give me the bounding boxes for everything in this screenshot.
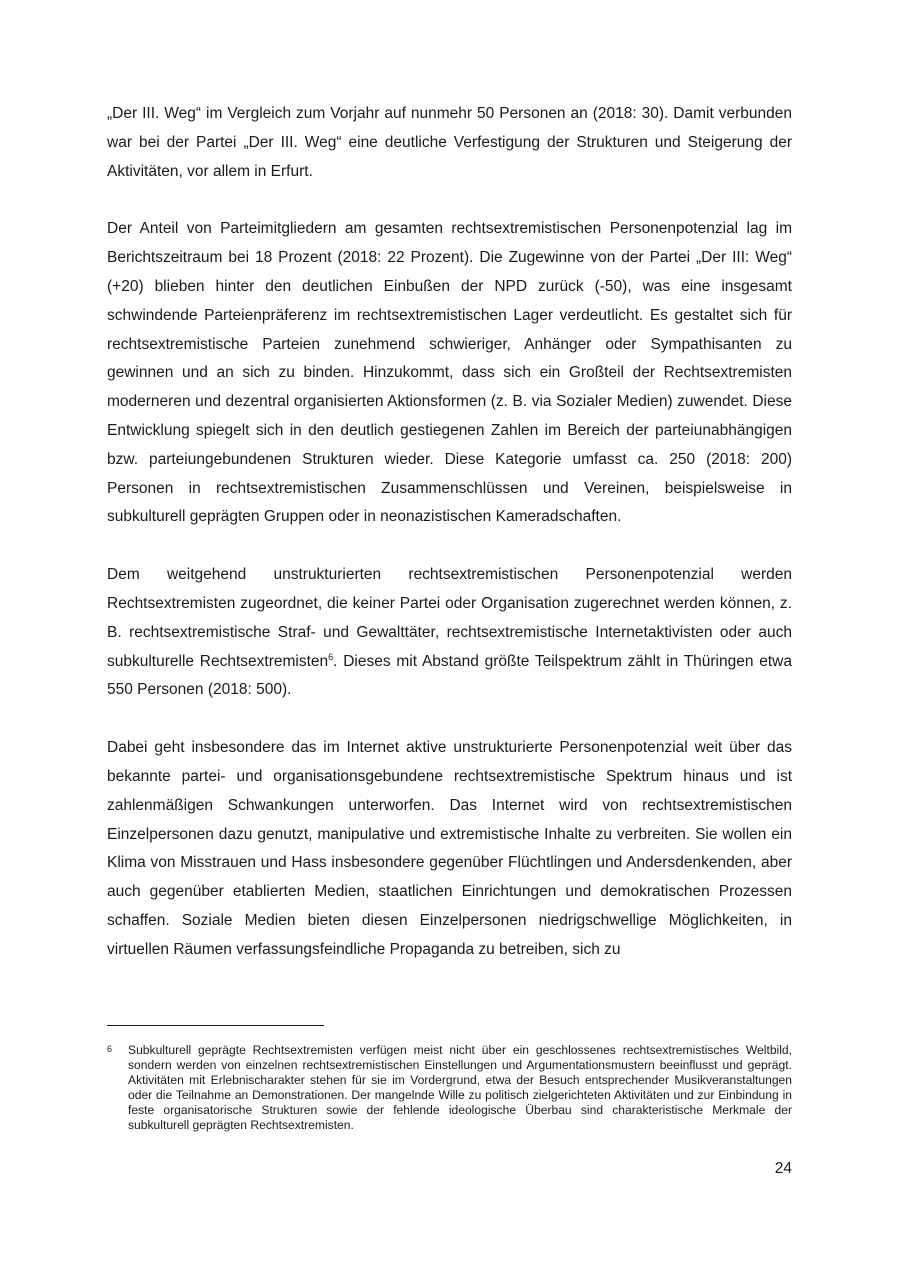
footnote-reference[interactable]: 6 <box>328 651 334 662</box>
footnote <box>107 1043 792 1133</box>
footnote-number: 6 <box>107 1044 113 1054</box>
paragraph-4: Dabei geht insbesondere das im Internet aktive unstrukturierte Personenpotenzial weit über das bekannte partei- und organisationsgebundene rechtsextremistische Spektrum hinaus und ist zahlenmäßigen Schwankungen unterworfen. Das Internet wird von rechtsextremistischen Einzelpersonen dazu genutzt, manipulative und extremistische Inhalte zu verbreiten. Sie wollen ein Klima von Misstrauen und Hass insbesondere gegenüber Flüchtlingen und Andersdenkenden, aber auch gegenüber etablierten Medien, staatlichen Einrichtungen und demokratischen Prozessen schaffen. Soziale Medien bieten diesen Einzelpersonen niedrigschwellige Möglichkeiten, in virtuellen Räumen verfassungsfeindliche Propaganda zu betreiben, sich zu <box>107 739 792 958</box>
body-text <box>107 100 792 994</box>
footnote-text: Subkulturell geprägte Rechtsextremisten verfügen meist nicht über ein geschlossenes rechtsextremistisches Weltbild, sondern werden von einzelnen rechtsextremistischen Einstellungen und Argumentationsmustern beeinflusst und geprägt. Aktivitäten mit Erlebnischarakter stehen für sie im Vordergrund, etwa der Besuch entsprechender Musikveranstaltungen oder die Teilnahme an Demonstrationen. Der mangelnde Wille zu politisch zielgerichteten Aktivitäten und zur Einbindung in feste organisatorische Strukturen sowie der fehlende ideologische Überbau sind charakteristische Merkmale der subkulturell geprägten Rechtsextremisten. <box>128 1043 792 1132</box>
footnote-separator <box>107 1025 324 1026</box>
page-number: 24 <box>774 1160 792 1177</box>
paragraph-3-text: Dem weitgehend unstrukturierten rechtsextremistischen Personenpotenzial werden Rechtsextremisten zugeordnet, die keiner Partei oder Organisation zugerechnet werden können, z. B. rechtsextremistische Straf- und Gewalttäter, rechtsextremistische Internetaktivisten oder auch subkulturelle Rechtsextremisten <box>107 566 792 670</box>
paragraph-3-text-after: . Dieses mit Abstand größte Teilspektrum zählt in Thüringen etwa 550 Personen (2018: 500). <box>107 652 792 699</box>
paragraph-2: Der Anteil von Parteimitgliedern am gesamten rechtsextremistischen Personenpotenzial lag im Berichtszeitraum bei 18 Prozent (2018: 22 Prozent). Die Zugewinne von der Partei „Der III: Weg“ (+20) blieben hinter den deutlichen Einbußen der NPD zurück (-50), was eine insgesamt schwindende Parteienpräferenz im rechtsextremistischen Lager verdeutlicht. Es gestaltet sich für rechtsextremistische Parteien zunehmend schwieriger, Anhänger oder Sympathisanten zu gewinnen und an sich zu binden. Hinzukommt, dass sich ein Großteil der Rechtsextremisten moderneren und dezentral organisierten Aktionsformen (z. B. via Sozialer Medien) zuwendet. Diese Entwicklung spiegelt sich in den deutlich gestiegenen Zahlen im Bereich der parteiunabhängigen bzw. parteiungebundenen Strukturen wieder. Diese Kategorie umfasst ca. 250 (2018: 200) Personen in rechtsextremistischen Zusammenschlüssen und Vereinen, beispielsweise in subkulturell geprägten Gruppen oder in neonazistischen Kameradschaften. <box>107 220 792 526</box>
paragraph-1: „Der III. Weg“ im Vergleich zum Vorjahr auf nunmehr 50 Personen an (2018: 30). Damit verbunden war bei der Partei „Der III. Weg“ eine deutliche Verfestigung der Strukturen und Steigerung der Aktivitäten, vor allem in Erfurt. <box>107 105 792 180</box>
paragraph-3 <box>107 561 792 705</box>
